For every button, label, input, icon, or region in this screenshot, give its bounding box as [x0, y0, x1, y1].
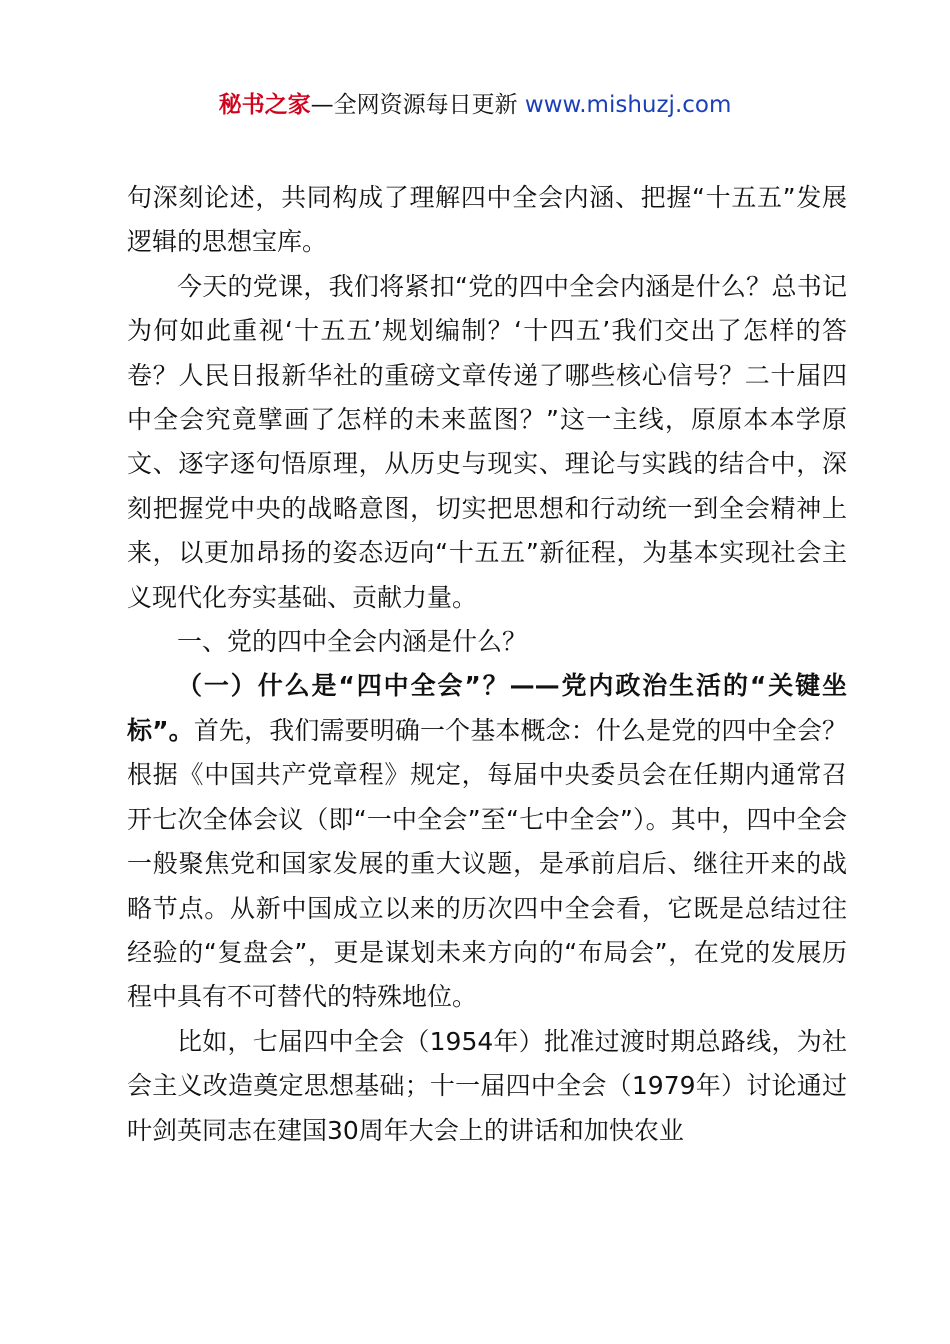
paragraph-examples: 比如，七届四中全会（1954年）批准过渡时期总路线，为社会主义改造奠定思想基础；十一届四中全会（1979年）讨论通过叶剑英同志在建国30周年大会上的讲话和加快农业 [127, 1026, 847, 1145]
section-heading: 一、党的四中全会内涵是什么？ [177, 627, 528, 657]
header-slogan: —全网资源每日更新 [310, 92, 518, 118]
subsection-text: 首先，我们需要明确一个基本概念：什么是党的四中全会？根据《中国共产党章程》规定，每届中央委员会在任期内通常召开七次全体会议（即“一中全会”至“七中全会”）。其中，四中全会一般聚焦党和国家发展的重大议题，是承前启后、继往开来的战略节点。从新中国成立以来的历次四中全会看，它既是总结过往经验的“复盘会”，更是谋划未来方向的“布局会”，在党的发展历程中具有不可替代的特殊地位。 [127, 715, 847, 1012]
brand-name: 秘书之家 [218, 92, 311, 118]
subsection-heading: （一）什么是“四中全会”？——党内政治生活的“关键坐标”。 [127, 671, 847, 745]
site-url[interactable]: www.mishuzj.com [524, 92, 732, 118]
document-body [127, 176, 847, 1153]
paragraph-subsection-one [127, 664, 847, 1019]
paragraph-continuation: 句深刻论述，共同构成了理解四中全会内涵、把握“十五五”发展逻辑的思想宝库。 [127, 183, 847, 257]
paragraph-intro: 今天的党课，我们将紧扣“党的四中全会内涵是什么？总书记为何如此重视‘十五五’规划编制？‘十四五’我们交出了怎样的答卷？人民日报新华社的重磅文章传递了哪些核心信号？二十届四中全会究竟擘画了怎样的未来蓝图？”这一主线，原原本本学原文、逐字逐句悟原理，从历史与现实、理论与实践的结合中，深刻把握党中央的战略意图，切实把思想和行动统一到全会精神上来，以更加昂扬的姿态迈向“十五五”新征程，为基本实现社会主义现代化夯实基础、贡献力量。 [127, 271, 847, 612]
page-header [0, 88, 950, 122]
